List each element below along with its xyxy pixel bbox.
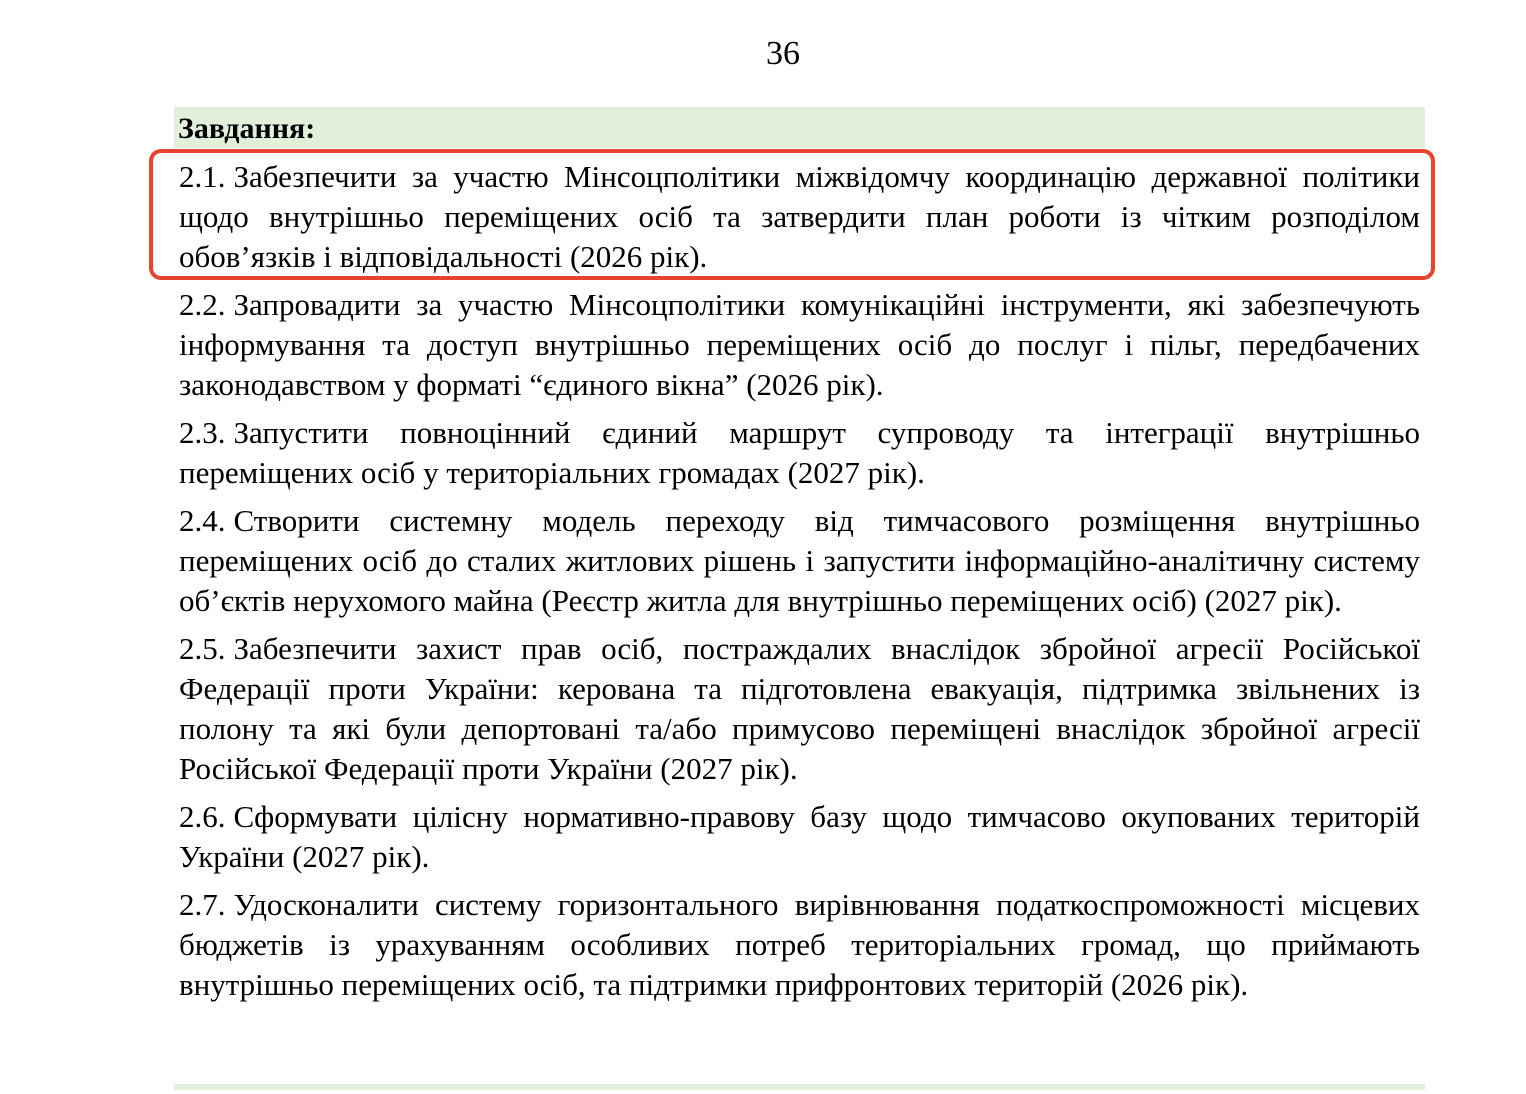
task-text: Створити системну модель переходу від тимчасового розміщення внутрішньо переміщених осіб до сталих житлових рішень і запустити інформаційно-аналітичну систему об’єктів нерухомого майна (Реєстр житла для внутрішньо переміщених осіб) (2027 рік). [179,503,1420,618]
task-item-2-4 [179,501,1420,621]
task-item-2-7 [179,885,1420,1005]
task-list [174,157,1425,1005]
task-text: Забезпечити захист прав осіб, постраждалих внаслідок збройної агресії Російської Федерації проти України: керована та підготовлена евакуація, підтримка звільнених із полону та які були депортовані та/або примусово переміщені внаслідок збройної агресії Російської Федерації проти України (2027 рік). [179,631,1420,786]
task-text: Удосконалити систему горизонтального вирівнювання податкоспроможності місцевих бюджетів із урахуванням особливих потреб територіальних громад, що приймають внутрішньо переміщених осіб, та підтримки прифронтових територій (2026 рік). [179,887,1420,1002]
tasks-table [174,107,1425,1090]
task-item-2-6 [179,797,1420,877]
task-number: 2.1. [179,159,226,194]
task-text: Запровадити за участю Мінсоцполітики комунікаційні інструменти, які забезпечують інформування та доступ внутрішньо переміщених осіб до послуг і пільг, передбачених законодавством у форматі “єдиного вікна” (2026 рік). [179,287,1420,402]
task-number: 2.6. [179,799,226,834]
task-number: 2.4. [179,503,226,538]
page-number: 36 [766,35,800,72]
task-number: 2.2. [179,287,226,322]
task-item-2-2 [179,285,1420,405]
task-text: Сформувати цілісну нормативно-правову базу щодо тимчасово окупованих територій України (2027 рік). [179,799,1420,874]
task-item-2-5 [179,629,1420,789]
task-number: 2.7. [179,887,226,922]
task-text: Забезпечити за участю Мінсоцполітики міжвідомчу координацію державної політики щодо внутрішньо переміщених осіб та затвердити план роботи із чітким розподілом обов’язків і відповідальності (2026 рік). [179,159,1420,274]
task-number: 2.3. [179,415,226,450]
task-text: Запустити повноцінний єдиний маршрут супроводу та інтеграції внутрішньо переміщених осіб у територіальних громадах (2027 рік). [179,415,1420,490]
task-item-2-3 [179,413,1420,493]
section-header: Завдання: [174,107,1425,148]
task-item-2-1 [179,157,1420,277]
task-number: 2.5. [179,631,226,666]
